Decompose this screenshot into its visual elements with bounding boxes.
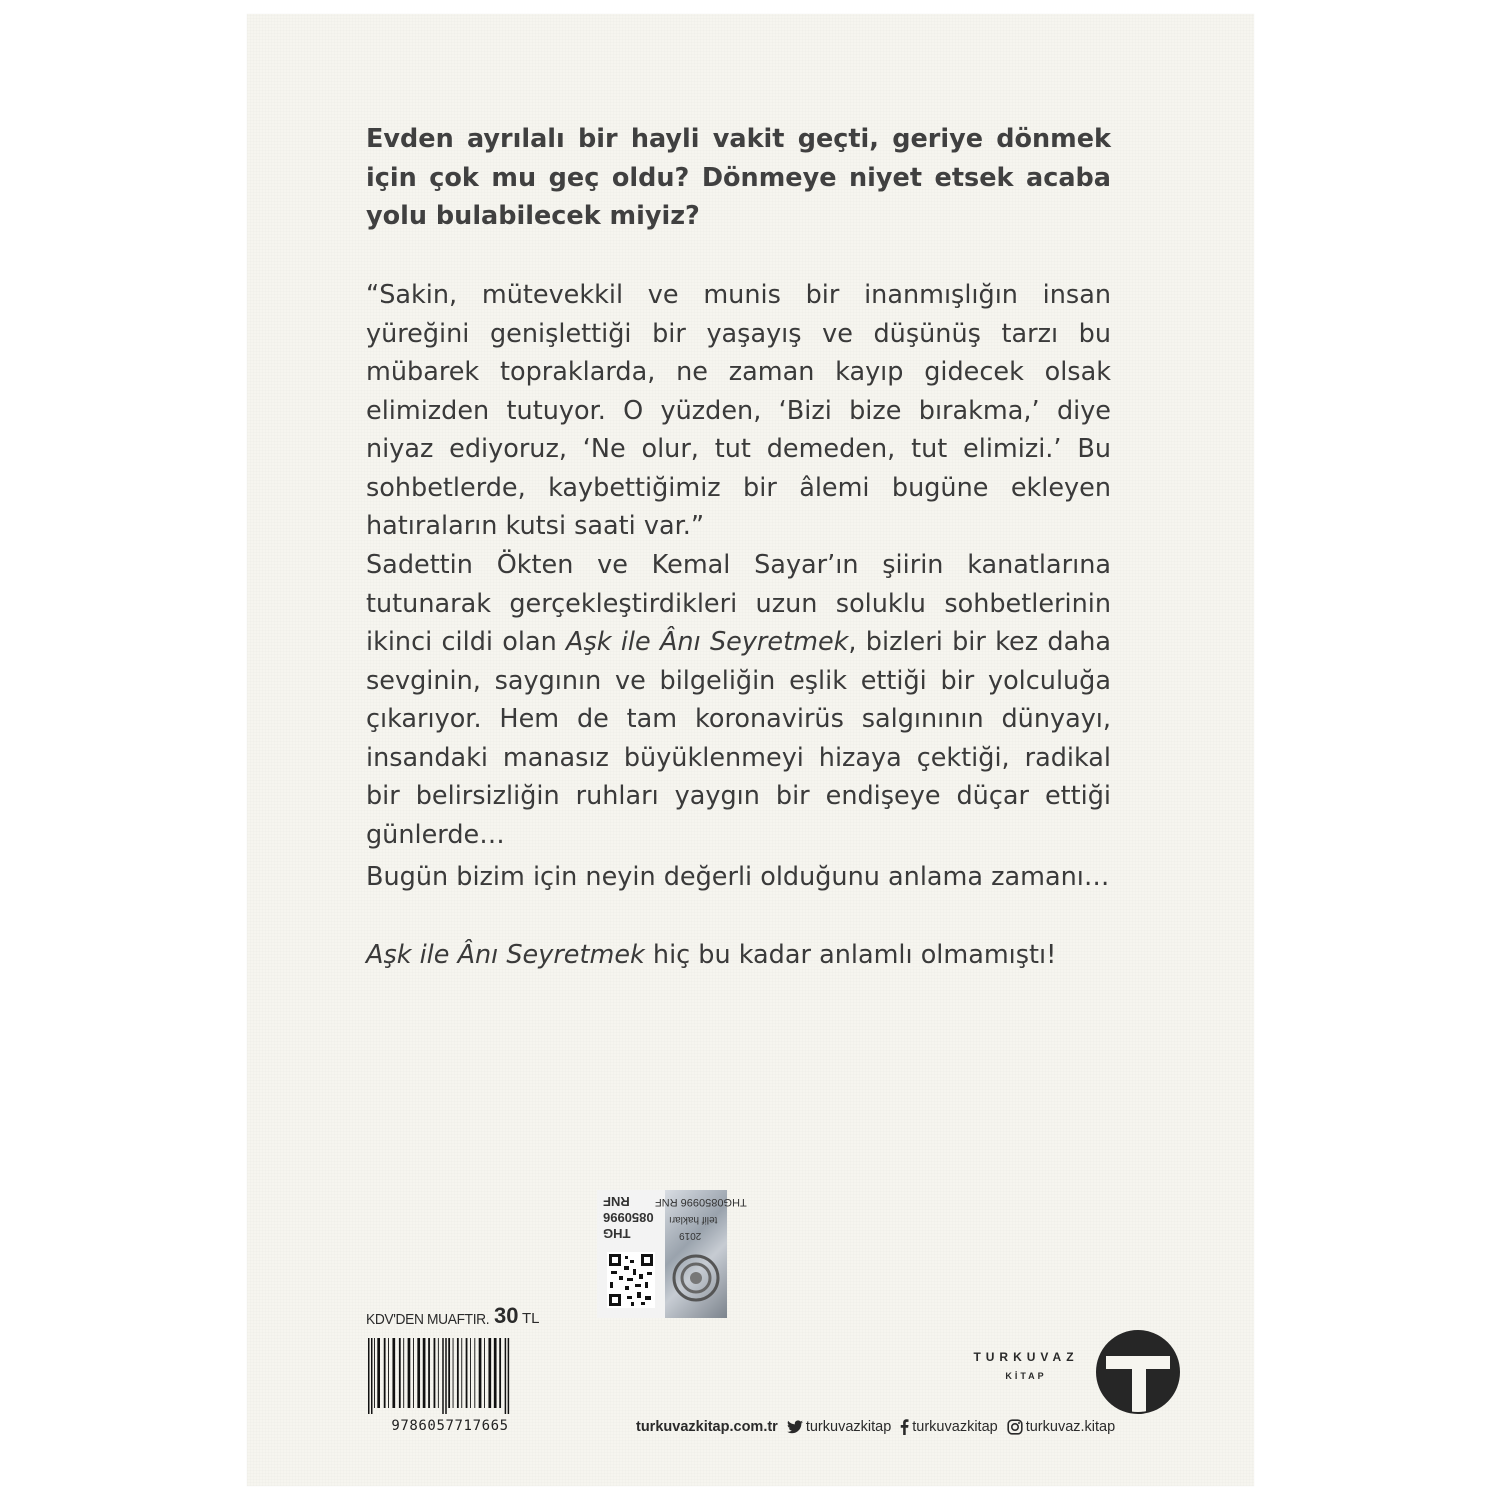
sticker-code-line-3: RNF	[603, 1194, 630, 1209]
publisher-name: TURKUVAZ	[973, 1350, 1079, 1364]
website-link[interactable]: turkuvazkitap.com.tr	[636, 1419, 778, 1435]
barcode-bar	[453, 1338, 454, 1408]
social-footer	[636, 1416, 1115, 1438]
facebook-handle-text: turkuvazkitap	[912, 1419, 998, 1435]
barcode-bar	[403, 1338, 404, 1408]
publisher-sub: KİTAP	[1005, 1371, 1047, 1381]
description-part-2: , bizleri bir kez daha sevginin, saygının ve bilgeliğin eşlik ettiği bir yolculuğa çıkarıyor. Hem de tam koronavirüs salgınının dünyayı, insandaki manasız büyüklenmeyi hizaya çektiği, radikal bir belirsizliğin ruhları yaygın bir endişeye düçar ettiği günlerde…	[366, 627, 1111, 850]
price-amount: 30	[494, 1303, 519, 1328]
isbn-barcode	[366, 1338, 534, 1438]
barcode-bar	[408, 1338, 411, 1408]
barcode-bar	[474, 1338, 475, 1408]
sticker-code-line-1: THG	[603, 1226, 631, 1241]
barcode-bar	[445, 1338, 447, 1414]
barcode-bar	[448, 1338, 450, 1408]
barcode-bar	[392, 1338, 395, 1408]
description-part-1: Sadettin Ökten ve Kemal Sayar’ın şiirin kanatlarına tutunarak gerçekleştirdikleri uzun soluklu sohbetlerinin ikinci cildi olan	[366, 550, 1111, 657]
barcode-bar	[505, 1338, 507, 1414]
sticker-white-area	[597, 1190, 666, 1318]
lead-paragraph: Evden ayrılalı bir hayli vakit geçti, geriye dönmek için çok mu geç oldu? Dönmeye niyet etsek acaba yolu bulabilecek miyiz?	[366, 124, 1111, 231]
instagram-handle[interactable]	[1007, 1419, 1115, 1435]
sticker-holo-year: 2019	[679, 1230, 702, 1241]
barcode-bar	[417, 1338, 420, 1408]
barcode-bar	[457, 1338, 459, 1408]
barcode-bar	[371, 1338, 373, 1414]
book-title-italic: Aşk ile Ânı Seyretmek	[366, 940, 645, 970]
sticker-code-line-2: 0850996	[603, 1210, 654, 1225]
quote-paragraph: “Sakin, mütevekkil ve munis bir inanmışlığın insan yüreğini genişlettiği bir yaşayış ve düşünüş tarzı bu mübarek topraklarda, ne zaman kayıp gidecek olsak elimizden tutuyor. O yüzden, ‘Bizi bize bırakma,’ diye niyaz ediyoruz, ‘Ne olur, tut demeden, tut elimizi.’ Bu sohbetlerde, kaybettiğimiz bir âlemi bugüne ekleyen hatıraların kutsi saati var.”	[366, 280, 1111, 541]
barcode-bar	[484, 1338, 485, 1408]
barcode-bar	[374, 1338, 375, 1408]
barcode-bar	[438, 1338, 439, 1408]
barcode-bar	[479, 1338, 482, 1408]
barcode-bar	[494, 1338, 497, 1408]
barcode-bar	[399, 1338, 401, 1408]
twitter-handle[interactable]	[787, 1419, 891, 1435]
price-row	[366, 1303, 546, 1331]
facebook-handle[interactable]	[900, 1419, 997, 1435]
closing-line-2-rest: hiç bu kadar anlamlı olmamıştı!	[644, 940, 1057, 970]
vat-exempt-label: KDV'DEN MUAFTIR.	[366, 1311, 490, 1328]
sticker-holo-brand: telif hakları	[669, 1214, 718, 1225]
publisher-logo-icon	[1096, 1330, 1180, 1414]
sticker-holo-code: THG0850996 RNF	[655, 1196, 747, 1208]
barcode-bar	[388, 1338, 389, 1408]
instagram-icon	[1007, 1419, 1023, 1435]
barcode-bar	[423, 1338, 426, 1408]
barcode-bar	[499, 1338, 501, 1408]
price-currency: TL	[522, 1310, 540, 1327]
hologram-emblem-icon	[671, 1250, 721, 1306]
qr-code-icon	[607, 1252, 655, 1308]
banderole-sticker	[597, 1190, 747, 1318]
barcode-bar	[434, 1338, 436, 1408]
barcode-bar	[442, 1338, 444, 1414]
barcode-bars	[366, 1338, 534, 1414]
barcode-bar	[466, 1338, 468, 1408]
facebook-icon	[900, 1419, 909, 1435]
book-title-italic: Aşk ile Ânı Seyretmek	[566, 627, 849, 657]
isbn-digits: 9786057717665	[391, 1418, 509, 1434]
twitter-icon	[787, 1420, 803, 1434]
publisher-wordmark	[956, 1350, 1096, 1381]
barcode-bar	[508, 1338, 510, 1414]
barcode-bar	[384, 1338, 386, 1408]
barcode-bar	[377, 1338, 380, 1408]
closing-line-1: Bugün bizim için neyin değerli olduğunu anlama zamanı…	[366, 862, 1110, 892]
barcode-bar	[428, 1338, 430, 1408]
closing-line-2	[366, 936, 1111, 975]
barcode-bar	[470, 1338, 471, 1408]
barcode-bar	[413, 1338, 414, 1408]
twitter-handle-text: turkuvazkitap	[805, 1419, 892, 1435]
sticker-hologram	[655, 1190, 747, 1318]
barcode-bar	[368, 1338, 370, 1414]
barcode-bar	[461, 1338, 462, 1408]
description-paragraph	[366, 546, 1111, 854]
barcode-bar	[488, 1338, 491, 1408]
instagram-handle-text: turkuvaz.kitap	[1025, 1419, 1116, 1435]
